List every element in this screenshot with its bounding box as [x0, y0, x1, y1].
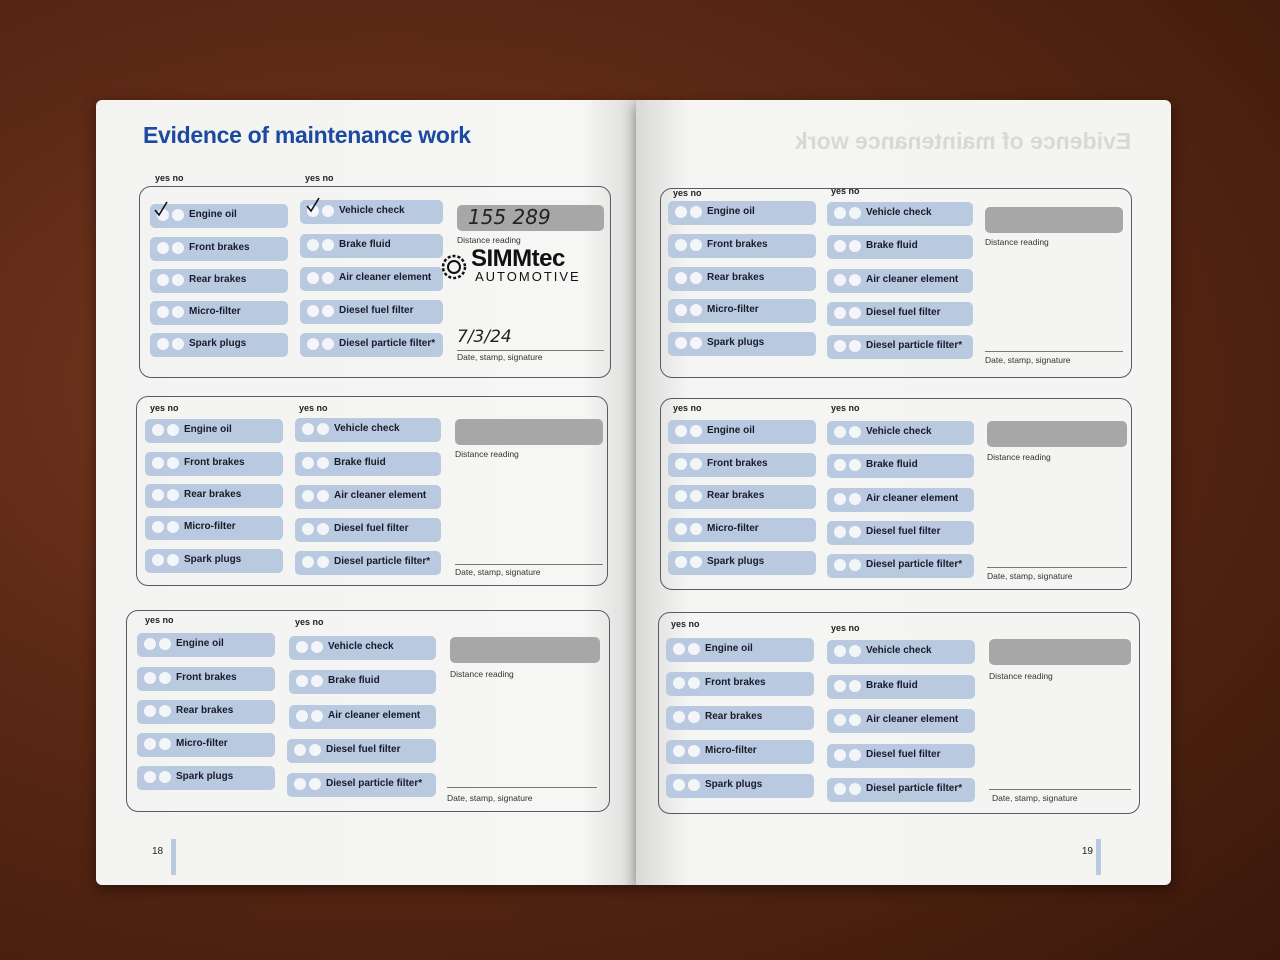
check-brake-fluid[interactable]: Brake fluid	[827, 675, 975, 699]
page-number-left: 18	[152, 846, 164, 857]
check-diesel-fuel-filter[interactable]: Diesel fuel filter	[287, 739, 436, 763]
maintenance-entry-5	[660, 398, 1132, 590]
check-diesel-fuel-filter[interactable]: Diesel fuel filter	[827, 744, 975, 768]
yes-no-header-left: yes no	[155, 173, 184, 183]
yes-no-header-right: yes no	[295, 617, 324, 627]
maintenance-entry-3	[126, 610, 610, 812]
page-tab-marker	[171, 839, 176, 875]
maintenance-entry-6	[658, 612, 1140, 814]
check-vehicle-check[interactable]: Vehicle check	[827, 421, 974, 445]
check-diesel-fuel-filter[interactable]: Diesel fuel filter	[295, 518, 441, 542]
distance-reading-box[interactable]	[985, 207, 1123, 233]
distance-reading-label: Distance reading	[450, 669, 514, 679]
check-front-brakes[interactable]: Front brakes	[145, 452, 283, 476]
check-air-cleaner[interactable]: Air cleaner element	[827, 488, 974, 512]
signature-line	[447, 787, 597, 788]
signature-label: Date, stamp, signature	[447, 793, 533, 803]
distance-reading-label: Distance reading	[987, 452, 1051, 462]
maintenance-entry-2	[136, 396, 608, 586]
check-engine-oil[interactable]: Engine oil	[137, 633, 275, 657]
check-engine-oil[interactable]: Engine oil	[150, 204, 288, 228]
check-diesel-particle-filter[interactable]: Diesel particle filter*	[827, 554, 974, 578]
page-number-right: 19	[1081, 846, 1093, 857]
page-title: Evidence of maintenance work	[143, 122, 471, 148]
check-spark-plugs[interactable]: Spark plugs	[668, 332, 816, 356]
yes-no-header-right: yes no	[305, 173, 334, 183]
distance-reading-label: Distance reading	[457, 235, 521, 245]
check-spark-plugs[interactable]: Spark plugs	[666, 774, 814, 798]
check-diesel-fuel-filter[interactable]: Diesel fuel filter	[827, 302, 973, 326]
yes-no-header-right: yes no	[831, 186, 860, 196]
check-diesel-particle-filter[interactable]: Diesel particle filter*	[827, 335, 973, 359]
checkmark-icon	[306, 197, 320, 213]
distance-reading-box[interactable]	[987, 421, 1127, 447]
distance-reading-label: Distance reading	[985, 237, 1049, 247]
yes-no-header-right: yes no	[831, 623, 860, 633]
check-brake-fluid[interactable]: Brake fluid	[827, 454, 974, 478]
check-rear-brakes[interactable]: Rear brakes	[666, 706, 814, 730]
stamp-subtitle: AUTOMOTIVE	[475, 269, 581, 284]
distance-reading-label: Distance reading	[455, 449, 519, 459]
check-front-brakes[interactable]: Front brakes	[666, 672, 814, 696]
service-booklet	[96, 100, 1176, 885]
check-spark-plugs[interactable]: Spark plugs	[668, 551, 816, 575]
check-engine-oil[interactable]: Engine oil	[668, 201, 816, 225]
signature-line	[987, 567, 1127, 568]
check-micro-filter[interactable]: Micro-filter	[666, 740, 814, 764]
stamp-brand: SIMMtec	[471, 245, 565, 272]
check-air-cleaner[interactable]: Air cleaner element	[289, 705, 436, 729]
page-tab-marker	[1096, 839, 1101, 875]
check-brake-fluid[interactable]: Brake fluid	[300, 234, 443, 258]
check-diesel-particle-filter[interactable]: Diesel particle filter*	[827, 778, 975, 802]
check-air-cleaner[interactable]: Air cleaner element	[827, 269, 973, 293]
left-page	[96, 100, 636, 885]
check-vehicle-check[interactable]: Vehicle check	[827, 640, 975, 664]
signature-label: Date, stamp, signature	[992, 793, 1078, 803]
check-air-cleaner[interactable]: Air cleaner element	[295, 485, 441, 509]
check-engine-oil[interactable]: Engine oil	[666, 638, 814, 662]
check-vehicle-check[interactable]: Vehicle check	[827, 202, 973, 226]
gear-logo-icon	[439, 252, 469, 282]
yes-no-header-left: yes no	[671, 619, 700, 629]
check-brake-fluid[interactable]: Brake fluid	[289, 670, 436, 694]
distance-reading-value: 155 289	[468, 205, 551, 229]
distance-reading-label: Distance reading	[989, 671, 1053, 681]
check-engine-oil[interactable]: Engine oil	[668, 420, 816, 444]
check-brake-fluid[interactable]: Brake fluid	[827, 235, 973, 259]
signature-line	[989, 789, 1131, 790]
yes-no-header-left: yes no	[673, 188, 702, 198]
check-diesel-particle-filter[interactable]: Diesel particle filter*	[295, 551, 441, 575]
check-air-cleaner[interactable]: Air cleaner element	[300, 267, 443, 291]
check-micro-filter[interactable]: Micro-filter	[150, 301, 288, 325]
check-diesel-fuel-filter[interactable]: Diesel fuel filter	[300, 300, 443, 324]
signature-label: Date, stamp, signature	[985, 355, 1071, 365]
distance-reading-box[interactable]	[450, 637, 600, 663]
service-date: 7/3/24	[457, 327, 512, 347]
check-engine-oil[interactable]: Engine oil	[145, 419, 283, 443]
check-rear-brakes[interactable]: Rear brakes	[668, 267, 816, 291]
check-front-brakes[interactable]: Front brakes	[137, 667, 275, 691]
yes-no-header-left: yes no	[673, 403, 702, 413]
check-vehicle-check[interactable]: Vehicle check	[289, 636, 436, 660]
distance-reading-box[interactable]	[989, 639, 1131, 665]
check-diesel-fuel-filter[interactable]: Diesel fuel filter	[827, 521, 974, 545]
signature-line	[985, 351, 1123, 352]
signature-label: Date, stamp, signature	[455, 567, 541, 577]
yes-no-header-right: yes no	[831, 403, 860, 413]
right-page	[636, 100, 1171, 885]
check-micro-filter[interactable]: Micro-filter	[145, 516, 283, 540]
check-front-brakes[interactable]: Front brakes	[668, 234, 816, 258]
checkmark-icon	[154, 201, 168, 217]
check-rear-brakes[interactable]: Rear brakes	[145, 484, 283, 508]
check-air-cleaner[interactable]: Air cleaner element	[827, 709, 975, 733]
check-spark-plugs[interactable]: Spark plugs	[137, 766, 275, 790]
yes-no-header-left: yes no	[150, 403, 179, 413]
check-rear-brakes[interactable]: Rear brakes	[668, 485, 816, 509]
distance-reading-box[interactable]	[455, 419, 603, 445]
dealer-stamp	[439, 247, 609, 287]
check-vehicle-check[interactable]: Vehicle check	[295, 418, 441, 442]
check-front-brakes[interactable]: Front brakes	[668, 453, 816, 477]
yes-no-header-right: yes no	[299, 403, 328, 413]
check-rear-brakes[interactable]: Rear brakes	[150, 269, 288, 293]
signature-line	[455, 564, 603, 565]
check-diesel-particle-filter[interactable]: Diesel particle filter*	[300, 333, 443, 357]
check-brake-fluid[interactable]: Brake fluid	[295, 452, 441, 476]
signature-label: Date, stamp, signature	[987, 571, 1073, 581]
check-micro-filter[interactable]: Micro-filter	[668, 299, 816, 323]
bleed-through-title: Evidence of maintenance work	[794, 128, 1131, 154]
signature-label: Date, stamp, signature	[457, 352, 543, 362]
check-front-brakes[interactable]: Front brakes	[150, 237, 288, 261]
check-micro-filter[interactable]: Micro-filter	[668, 518, 816, 542]
check-diesel-particle-filter[interactable]: Diesel particle filter*	[287, 773, 436, 797]
check-micro-filter[interactable]: Micro-filter	[137, 733, 275, 757]
maintenance-entry-4	[660, 188, 1132, 378]
check-spark-plugs[interactable]: Spark plugs	[150, 333, 288, 357]
signature-line	[457, 350, 604, 351]
check-vehicle-check[interactable]: Vehicle check	[300, 200, 443, 224]
check-spark-plugs[interactable]: Spark plugs	[145, 549, 283, 573]
yes-no-header-left: yes no	[145, 615, 174, 625]
check-rear-brakes[interactable]: Rear brakes	[137, 700, 275, 724]
